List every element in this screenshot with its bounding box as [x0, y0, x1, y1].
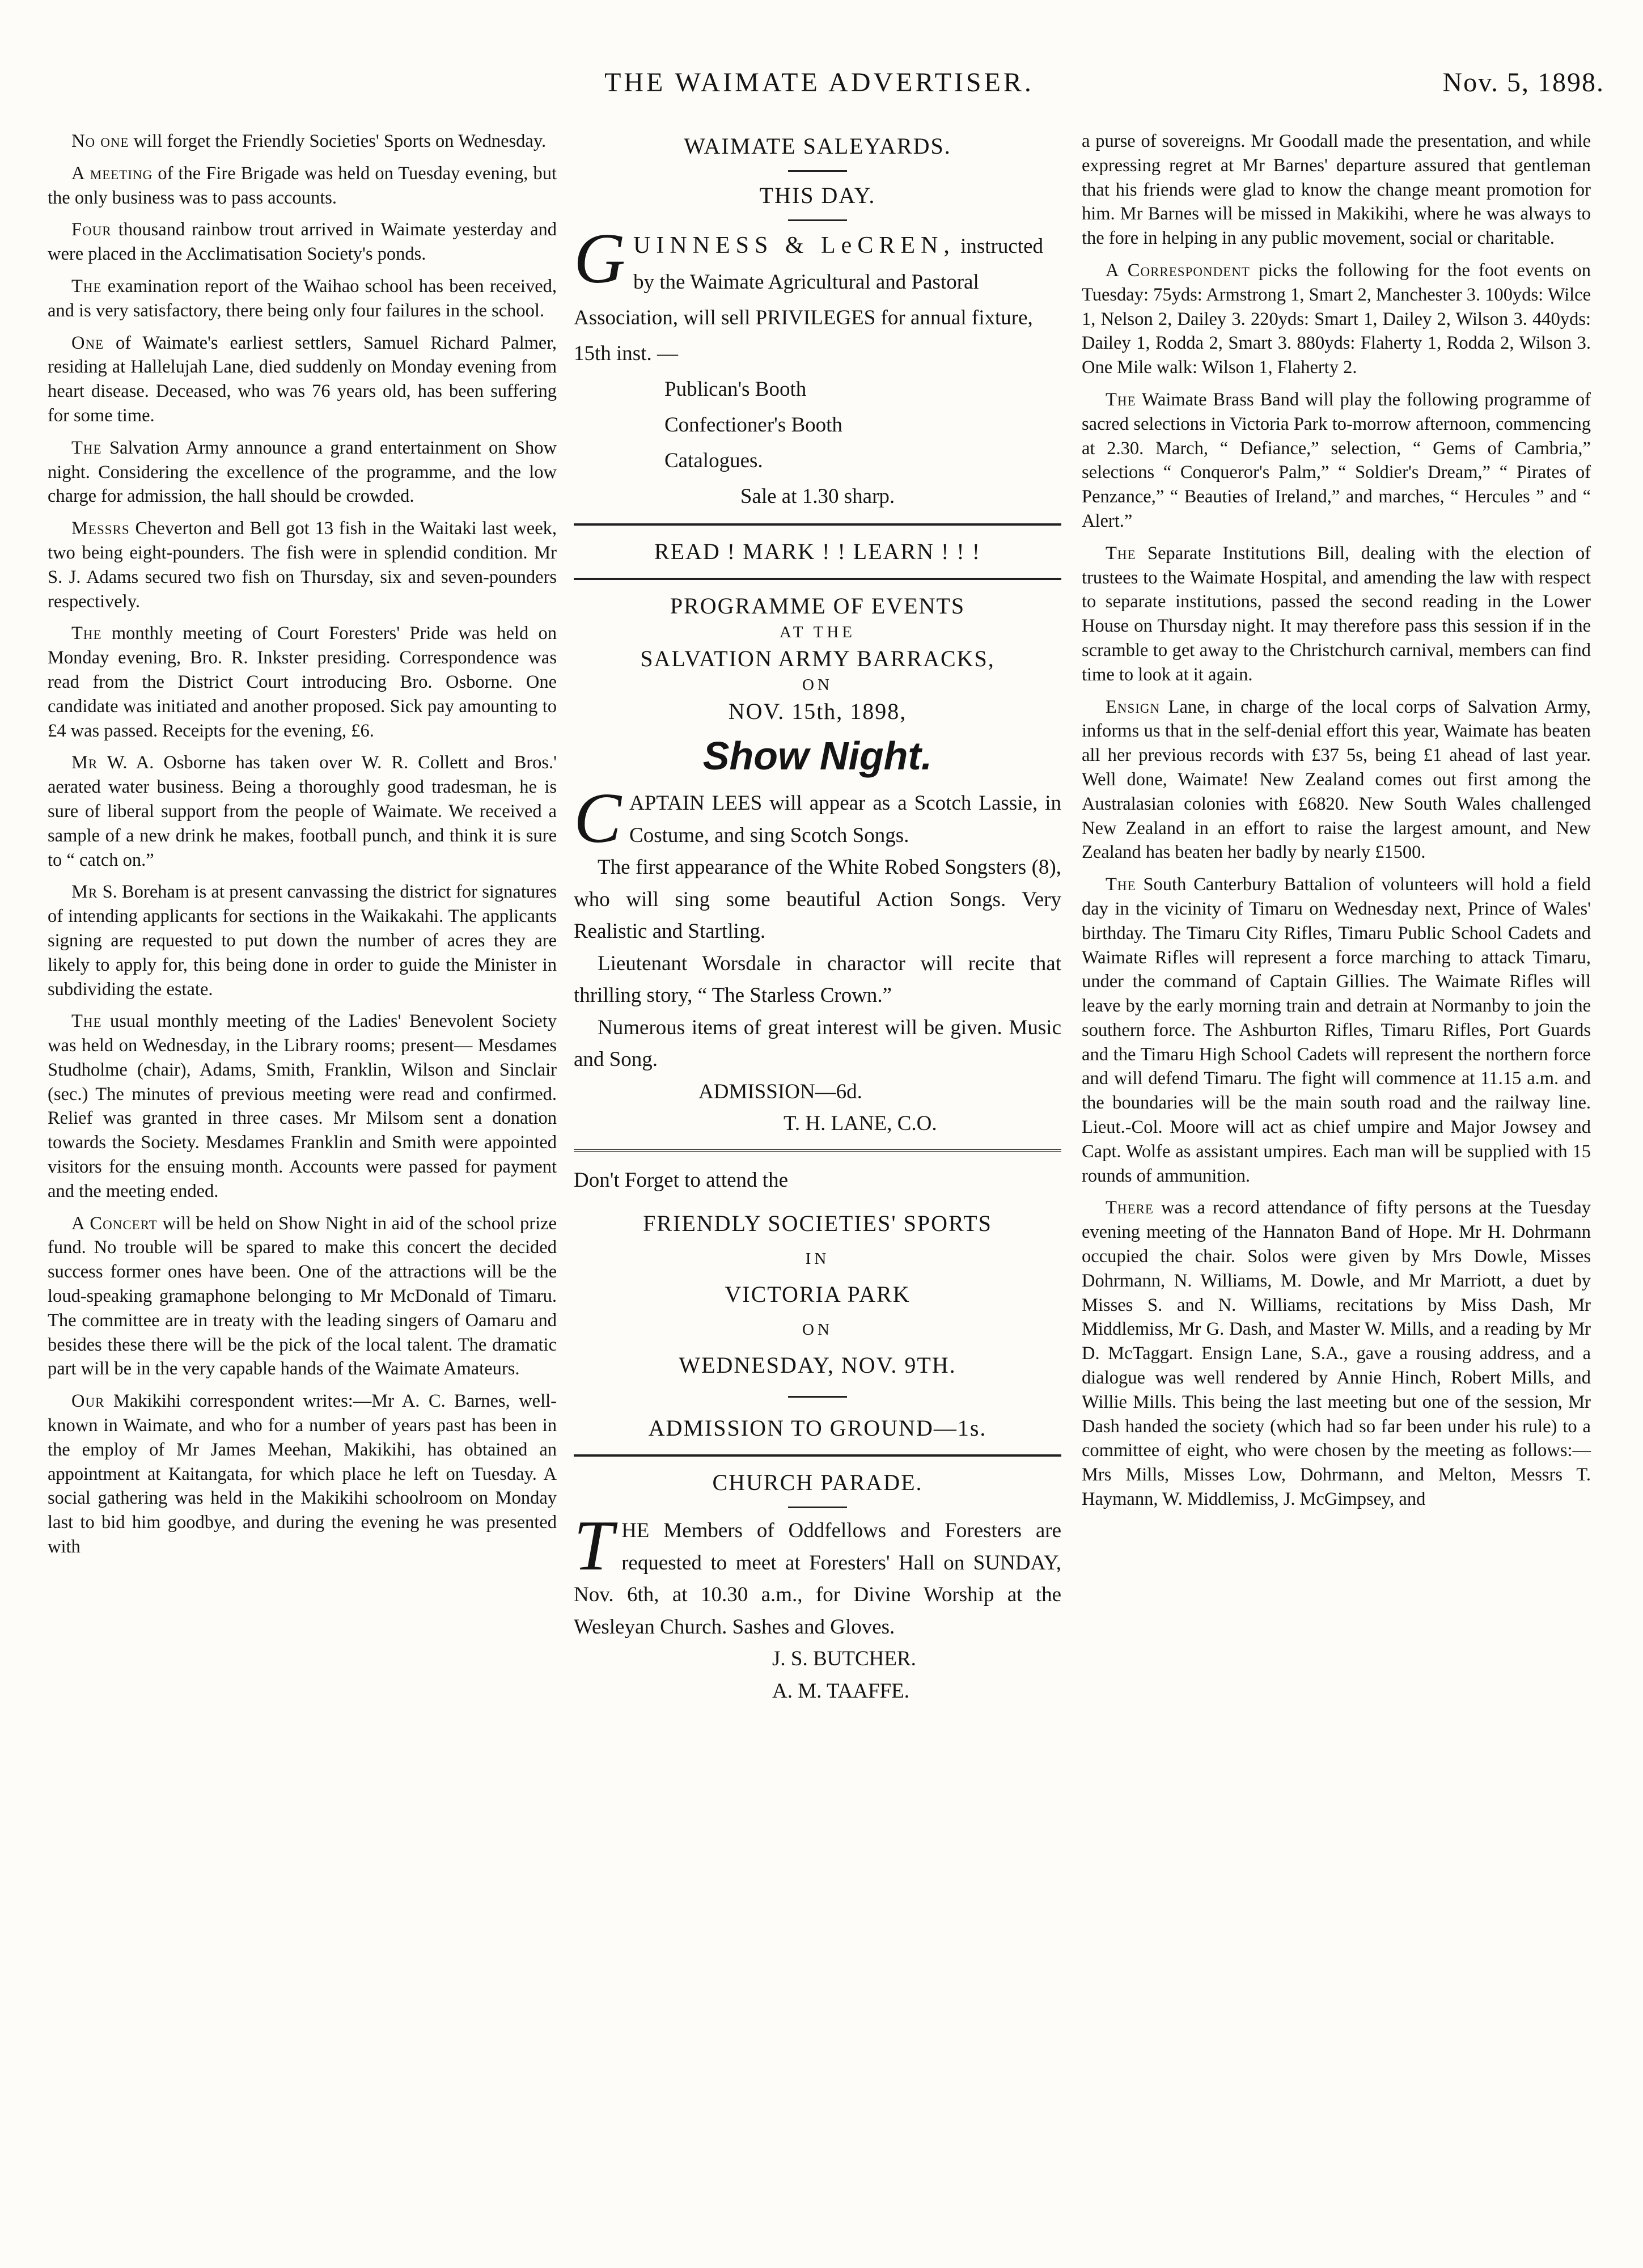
item-text: monthly meeting of Court Foresters' Pride was held on Monday evening, Bro. R. Inkster presiding. Correspondence was read from the District Court introducing Bro. Osborne. One candidate was initiated and another proposed. Sick pay amounting to £4 was passed. Receipts for the evening, £6.	[48, 623, 557, 741]
item-lead: A meeting	[71, 163, 153, 184]
item-text: South Canterbury Battalion of volunteers will hold a field day in the vicinity of Timaru on Wednesday next, Prince of Wales' birthday. The Timaru City Rifles, Timaru Public School Cadets and Waimate Rifles will represent a force marching to attack Timaru, under the command of Captain Gillies. The Waimate Rifles will leave by the early morning train and detrain at Normanby to join the southern force. The Ashburton Rifles, Timaru Rifles, Port Guards and the Timaru High School Cadets will represent the northern force and will defend Timaru. The fight will commence at 11.15 a.m. and the boundaries will be the main south road and the railway line. Lieut.-Col. Moore will act as chief umpire and Major Jowsey and Capt. Wolfe as assistant umpires. Each man will be supplied with 15 rounds of ammunition.	[1082, 874, 1591, 1186]
news-item	[48, 129, 557, 154]
column-left	[48, 129, 557, 2251]
news-item	[48, 162, 557, 210]
drop-cap: T	[574, 1507, 614, 1585]
item-text: of Waimate's earliest settlers, Samuel Richard Palmer, residing at Hallelujah Lane, died suddenly on Monday evening from heart disease. Deceased, who was 76 years old, has been suffering for some time.	[48, 332, 557, 426]
captain-text: APTAIN LEES will appear as a Scotch Lassie, in Costume, and sing Scotch Songs.	[629, 792, 1061, 847]
item-lead: Ensign	[1106, 696, 1161, 717]
church-text: HE Members of Oddfellows and Foresters are requested to meet at Foresters' Hall on SUNDAY, Nov. 6th, at 10.30 a.m., for Divine Worship at the Wesleyan Church. Sashes and Gloves.	[574, 1519, 1061, 1639]
news-item	[1082, 259, 1591, 380]
page-header	[34, 67, 1604, 107]
sports-date: WEDNESDAY, NOV. 9TH.	[679, 1352, 956, 1378]
divider	[574, 523, 1061, 526]
item-lead: Mr	[71, 882, 98, 903]
news-item	[1082, 1196, 1591, 1511]
news-item	[48, 880, 557, 1001]
item-text: Waimate Brass Band will play the following programme of sacred selections in Victoria Park to-morrow afternoon, commencing at 2.30. March, “ Defiance,” selection, “ Gems of Cambria,” selections “ Conqueror's Palm,” “ Soldier's Dream,” “ Pirates of Penzance,” “ Beauties of Ireland,” and marches, “ Hercules ” and “ Alert.”	[1082, 389, 1591, 531]
item-lead: No one	[71, 131, 129, 151]
news-item	[48, 517, 557, 613]
item-lead: The	[71, 437, 102, 458]
issue-date: Nov. 5, 1898.	[1442, 67, 1604, 98]
victoria-park: VICTORIA PARK	[725, 1281, 911, 1307]
item-lead: The	[1106, 389, 1136, 410]
news-item	[48, 274, 557, 323]
numerous-notice: Numerous items of great interest will be given. Music and Song.	[574, 1015, 1061, 1071]
item-text: examination report of the Waihao school has been received, and is very satisfactory, there being only four failures in the school.	[48, 276, 557, 321]
lane-signature: T. H. LANE, C.O.	[784, 1112, 937, 1135]
item-text: was a record attendance of fifty persons at the Tuesday evening meeting of the Hannaton Band of Hope. Mr H. Dohrmann occupied the chair. Solos were given by Mrs Dowle, Misses Dohrmann, N. Williams, M. Dowle, and Mr Marriott, a duet by Misses S. and N. Williams, recitations by Miss Dash, Mr Middlemiss, Mr G. Dash, and Master W. Mills, and a reading by Mr D. McTaggart. Ensign Lane, S.A., gave a rousing address, and a dialogue was well rendered by Annie Hinch, Robert Mills, and Willie Mills. This being the last meeting but one of the session, Mr Dash handed the society (which had so far been under his rule) to a committee of eight, who were chosen by the meeting as follows:—Mrs Mills, Misses Low, Dohrmann, and Melton, Messrs T. Haymann, W. Middlemiss, J. McGimpsey, and	[1082, 1198, 1591, 1510]
item-text: of the Fire Brigade was held on Tuesday evening, but the only business was to pass accounts.	[48, 163, 557, 208]
item-lead: The	[1106, 874, 1136, 895]
item-text: picks the following for the foot events on Tuesday: 75yds: Armstrong 1, Smart 2, Manchester 3. 100yds: Wilce 1, Nelson 2, Dailey 3. 220yds: Smart 1, Dailey 2, Wilson 3. 440yds: Dailey 1, Rodda 2, Smart 3. 880yds: Flaherty 1, Rodda 2, Wilson 3. One Mile walk: Wilson 1, Flaherty 2.	[1082, 260, 1591, 378]
column-right	[1082, 129, 1591, 2251]
item-text: will forget the Friendly Societies' Sports on Wednesday.	[129, 131, 547, 151]
news-item	[48, 621, 557, 743]
church-parade-heading: CHURCH PARADE.	[712, 1470, 923, 1495]
drop-cap: C	[574, 779, 622, 858]
worsdale-notice: Lieutenant Worsdale in charactor will recite that thrilling story, “ The Starless Crown.”	[574, 951, 1061, 1007]
item-lead: Mr	[71, 752, 98, 773]
read-mark-learn: READ ! MARK ! ! LEARN ! ! !	[654, 539, 981, 564]
auction-notice	[574, 219, 1061, 371]
column-middle-ads	[574, 129, 1061, 2251]
masthead: THE WAIMATE ADVERTISER.	[604, 67, 1034, 98]
item-text: Makikihi correspondent writes:—Mr A. C. Barnes, well-known in Waimate, and who for a number of years past has been in the employ of Mr James Meehan, Makikihi, has obtained an appointment at Kaitangata, for which place he left on Tuesday. A social gathering was held in the Makikihi schoolroom on Monday last to bid him goodbye, and during the evening he was presented with	[48, 1391, 557, 1558]
drop-cap: G	[574, 219, 625, 298]
news-item	[1082, 695, 1591, 865]
news-item	[48, 436, 557, 509]
admission-price: ADMISSION—6d.	[698, 1080, 862, 1103]
privileges-list	[574, 371, 1061, 479]
auction-firm: UINNESS & LeCREN,	[633, 232, 955, 259]
news-item	[48, 1009, 557, 1203]
divider	[788, 170, 847, 172]
item-text: usual monthly meeting of the Ladies' Benevolent Society was held on Wednesday, in the Library rooms; present— Mesdames Studholme (chair), Adams, Smith, Franklin, Wilson and Sinclair (sec.) The minutes of previous meeting were read and confirmed. Relief was granted in three cases. Mr Milsom sent a donation towards the Society. Mesdames Franklin and Smith were appointed visitors for the ensuing month. Accounts were passed for payment and the meeting ended.	[48, 1011, 557, 1201]
item-lead: The	[71, 276, 102, 297]
item-text: a purse of sovereigns. Mr Goodall made the presentation, and while expressing regret at Mr Barnes' departure assured that gentleman that his friends were glad to know the change meant promotion for him. Mr Barnes will be missed in Makikihi, where he was always to the fore in helping in any public movement, social or charitable.	[1082, 131, 1591, 249]
church-notice	[574, 1507, 1061, 1643]
sale-time: Sale at 1.30 sharp.	[740, 485, 895, 508]
item-lead: Messrs	[71, 518, 130, 539]
news-item	[48, 751, 557, 872]
divider	[788, 1507, 847, 1508]
friendly-sports-heading: FRIENDLY SOCIETIES' SPORTS	[643, 1211, 992, 1236]
item-lead: The	[71, 1011, 102, 1032]
captain-lees-notice	[574, 779, 1061, 858]
programme-heading: PROGRAMME OF EVENTS	[670, 593, 966, 619]
saleyards-title: WAIMATE SALEYARDS.	[684, 133, 951, 159]
item-text: S. Boreham is at present canvassing the district for signatures of intending applicants for sections in the Waikakahi. The applicants signing are requested to put down the number of acres they are likely to apply for, this being done in order to guide the Minister in subdividing the estate.	[48, 882, 557, 1000]
item-text: thousand rainbow trout arrived in Waimate yesterday and were placed in the Acclimatisation Society's ponds.	[48, 219, 557, 265]
news-item	[48, 331, 557, 428]
privilege-item: Catalogues.	[664, 449, 763, 472]
news-item	[1082, 541, 1591, 687]
item-lead: Four	[71, 219, 112, 240]
item-text: Cheverton and Bell got 13 fish in the Waitaki last week, two being eight-pounders. The fish were in splendid condition. Mr S. J. Adams secured two fish on Thursday, six and seven-pounders respectively.	[48, 518, 557, 612]
item-lead: A Correspondent	[1106, 260, 1250, 281]
item-lead: There	[1106, 1198, 1154, 1218]
divider	[574, 1149, 1061, 1153]
show-night-heading: Show Night.	[702, 734, 933, 778]
news-item	[48, 1389, 557, 1559]
news-item	[48, 218, 557, 266]
songsters-notice: The first appearance of the White Robed Songsters (8), who will sing some beautiful Action Songs. Very Realistic and Startling.	[574, 856, 1061, 943]
item-text: Lane, in charge of the local corps of Salvation Army, informs us that in the self-denial effort this year, Waimate has beaten all her previous records with £37 5s, being £1 ahead of last year. Well done, Waimate! New Zealand comes out first among the Australasian colonies with £6820. New South Wales challenged New Zealand in an effort to raise the largest amount, and New Zealand has beaten her badly by nearly £1500.	[1082, 696, 1591, 863]
this-day: THIS DAY.	[759, 183, 876, 208]
admission-ground: ADMISSION TO GROUND—1s.	[648, 1415, 987, 1441]
divider	[788, 1396, 847, 1398]
item-lead: Our	[71, 1391, 105, 1412]
item-lead: One	[71, 332, 104, 353]
privilege-item: Confectioner's Booth	[664, 413, 842, 437]
item-lead: The	[71, 623, 102, 644]
item-lead: The	[1106, 543, 1136, 564]
news-item	[1082, 388, 1591, 534]
butcher-signature: J. S. BUTCHER.	[772, 1647, 916, 1670]
programme-date: NOV. 15th, 1898,	[728, 699, 907, 724]
news-item	[48, 1212, 557, 1382]
dont-forget: Don't Forget to attend the	[574, 1168, 788, 1192]
taaffe-signature: A. M. TAAFFE.	[772, 1679, 910, 1703]
on-label: ON	[802, 676, 833, 694]
auction-text: instructed by the Waimate Agricultural and Pastoral Association, will sell PRIVILEGES for annual fixture, 15th inst. —	[574, 235, 1043, 365]
item-text: Separate Institutions Bill, dealing with the election of trustees to the Waimate Hospital, and amending the law with respect to separate institutions, passed the second reading in the Lower House on Thursday night. It may therefore pass this session if in the scramble to get away to the Christchurch carnival, members can find time to look at it again.	[1082, 543, 1591, 685]
divider	[574, 578, 1061, 580]
in-label: IN	[805, 1250, 830, 1268]
divider	[788, 219, 847, 221]
news-item	[1082, 129, 1591, 251]
item-text: W. A. Osborne has taken over W. R. Collett and Bros.' aerated water business. Being a thoroughly good tradesman, he is sure of liberal support from the people of Waimate. We received a sample of a new drink he makes, football punch, and think it is sure to “ catch on.”	[48, 752, 557, 870]
divider	[574, 1454, 1061, 1457]
item-text: Salvation Army announce a grand entertainment on Show night. Considering the excellence of the programme, and the low charge for admission, the hall should be crowded.	[48, 437, 557, 507]
at-the: AT THE	[779, 623, 856, 641]
item-lead: A Concert	[71, 1213, 158, 1234]
barracks-heading: SALVATION ARMY BARRACKS,	[640, 646, 995, 671]
item-text: will be held on Show Night in aid of the school prize fund. No trouble will be spared to make this concert the decided success former ones have been. One of the attractions will be the loud-speaking gramaphone belonging to Mr McDonald of Timaru. The committee are in treaty with the leading singers of Oamaru and besides these there will be the pick of the local talent. The dramatic part will be in the very capable hands of the Waimate Amateurs.	[48, 1213, 557, 1380]
on-label-2: ON	[802, 1321, 833, 1339]
privilege-item: Publican's Booth	[664, 378, 807, 401]
news-item	[1082, 873, 1591, 1188]
